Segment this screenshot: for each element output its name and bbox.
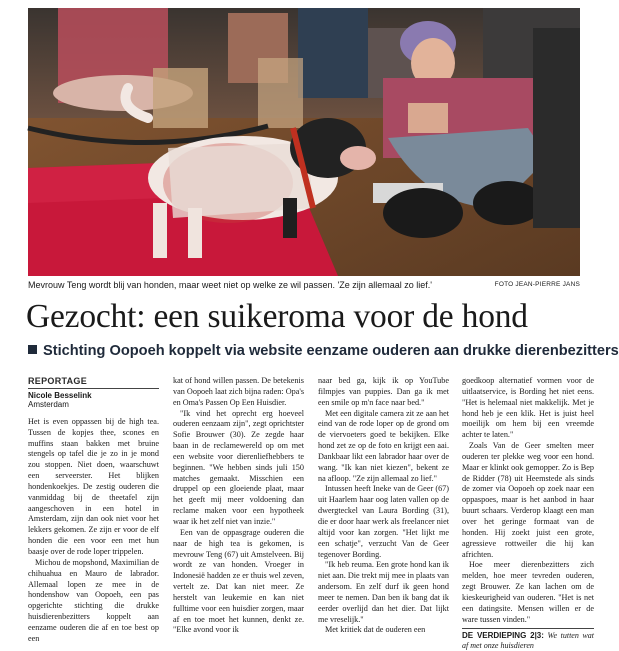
photo-illustration: [28, 8, 580, 276]
paragraph: Zoals Van de Geer smelten meer ouderen ter plekke weg voor een hond. Maar er klinkt ook gemopper. Zo is Bep de Ridder (78) uit Heemstede als sinds de zomer via Oopoeh op zoek naar een oppaspoes, maar is het aanbod in haar buurt schaars. Verderop klaagt een man over het geringe formaat van de honden. Hij zoekt juist een grote, agressieve rottweiler die hij kan africhten.: [462, 441, 594, 559]
article-column-4: [462, 376, 594, 651]
paragraph: goedkoop alternatief vormen voor de uitlaatservice, is Bording het niet eens. "Het is helemaal niet makkelijk. Met je hond heb je een klik. Het is juist heel moeilijk om hem bij een vreemde achter te laten.": [462, 376, 594, 440]
paragraph: Een van de oppasgrage ouderen die naar de high tea is gekomen, is mevrouw Teng (67) uit Amstelveen. Bij wordt ze van honden. Vroeger in Indonesië hadden ze er thuis wel zeven, vertelt ze. Dat kan niet meer. Ze herstelt van leukemie en kan niet fulltime voor een huisdier zorgen, maar af en toe moet het kunnen, denkt ze. "Elke avond voor ik: [173, 527, 304, 635]
subheadline-text: Stichting Oopoeh koppelt via website eenzame ouderen aan drukke dierenbezitters: [43, 343, 619, 359]
paragraph: "Ik heb reuma. Een grote hond kan ik niet aan. Die trekt mij mee in plaats van andersom. En zelf durf ik geen hond meer te nemen. Dan ben ik bang dat ik eerder overlijd dan het dier. Dat lijkt me vreselijk.": [318, 560, 449, 624]
headline: Gezocht: een suikeroma voor de hond: [26, 298, 528, 335]
paragraph: Intussen heeft Ineke van de Geer (67) uit Haarlem haar oog laten vallen op de dwergteckel van Laura Bording (31), die er door haar werk als freelancer niet altijd voor kan zorgen. "Het lijkt me een schatje", verzucht Van de Geer tegenover Bording.: [318, 484, 449, 559]
paragraph: Michou de mopshond, Maximilian de chihuahua en Mauro de labrador. Allemaal lopen ze mee in de hondenshow van Oopoeh, een pas opgerichte stichting die drukke huisdierenbezitters koppelt aan eenzame ouderen die af en toe best op een: [28, 557, 159, 643]
article-column-3: [318, 376, 449, 636]
article-column-1: [28, 376, 159, 645]
photo-credit: FOTO JEAN-PIERRE JANS: [494, 281, 580, 288]
related-article-footer[interactable]: [462, 628, 594, 651]
paragraph: kat of hond willen passen. De betekenis van Oopoeh laat zich bijna raden: Opa's en Oma's Passen Op Een Huisdier.: [173, 376, 304, 407]
paragraph: naar bed ga, kijk ik op YouTube filmpjes van puppies. Dan ga ik met een smile op m'n face naar bed.": [318, 376, 449, 407]
paragraph: Hoe meer dierenbezitters zich melden, hoe meer tevreden ouderen, zegt Brouwer. Ze kan lachen om de kieskeurigheid van ouderen. "Het is net een datingsite. Mensen willen er de ware tussen vinden.": [462, 560, 594, 624]
author-byline: Nicole Besselink: [28, 390, 92, 400]
article-column-2: [173, 376, 304, 636]
article-photo: [28, 8, 580, 276]
dateline-place: Amsterdam: [28, 400, 69, 410]
caption-text: Mevrouw Teng wordt blij van honden, maar weet niet op welke ze wil passen. 'Ze zijn allemaal zo lief.': [28, 280, 432, 290]
section-kicker: REPORTAGE: [28, 376, 159, 389]
photo-caption: [28, 279, 580, 293]
subheadline: [28, 343, 619, 359]
footer-text: We tutten wat af met onze huisdieren: [462, 631, 595, 651]
footer-label: DE VERDIEPING 2|3:: [462, 631, 544, 641]
paragraph: Met een digitale camera zit ze aan het eind van de rode loper op de grond om de viervoeters goed te bekijken. Elke hond zet ze op de foto en krijgt een aai. Dankbaar likt een labrador haar over de wang. "Ik kan niet kiezen", bekent ze na afloop. "Ze zijn allemaal zo lief.": [318, 408, 449, 483]
paragraph: "Ik vind het oprecht erg hoeveel ouderen eenzaam zijn", zegt oprichtster Sofie Brouwer (30). Ze zegde haar baan in de reclamewereld op om met een website voor dierenliefhebbers te beginnen. "We hebben sinds juli 150 matches gemaakt. Misschien een druppel op een gloeiende plaat, maar het geeft mij meer voldoening dan reclame maken voor een hypotheek waar ik het zelf niet van inzie.": [173, 408, 304, 526]
bullet-square-icon: [28, 345, 37, 354]
paragraph: Het is even oppassen bij de high tea. Tussen de kopjes thee, scones en muffins staan bakken met bruine stengels op tafel die je zo in je mond zou stoppen. Niet doen, waarschuwt een serveerster. Het blijken hondenkoekjes. De zestig ouderen die vanmiddag bij de theetafel zijn aangeschoven in een hotel in Amsterdam, zijn dan ook niet voor het lekkers gekomen. Ze zijn er voor de elf honden die een voor een met hun baasje over de rode loper trippelen.: [28, 416, 159, 556]
paragraph: Met kritiek dat de ouderen een: [325, 625, 426, 635]
